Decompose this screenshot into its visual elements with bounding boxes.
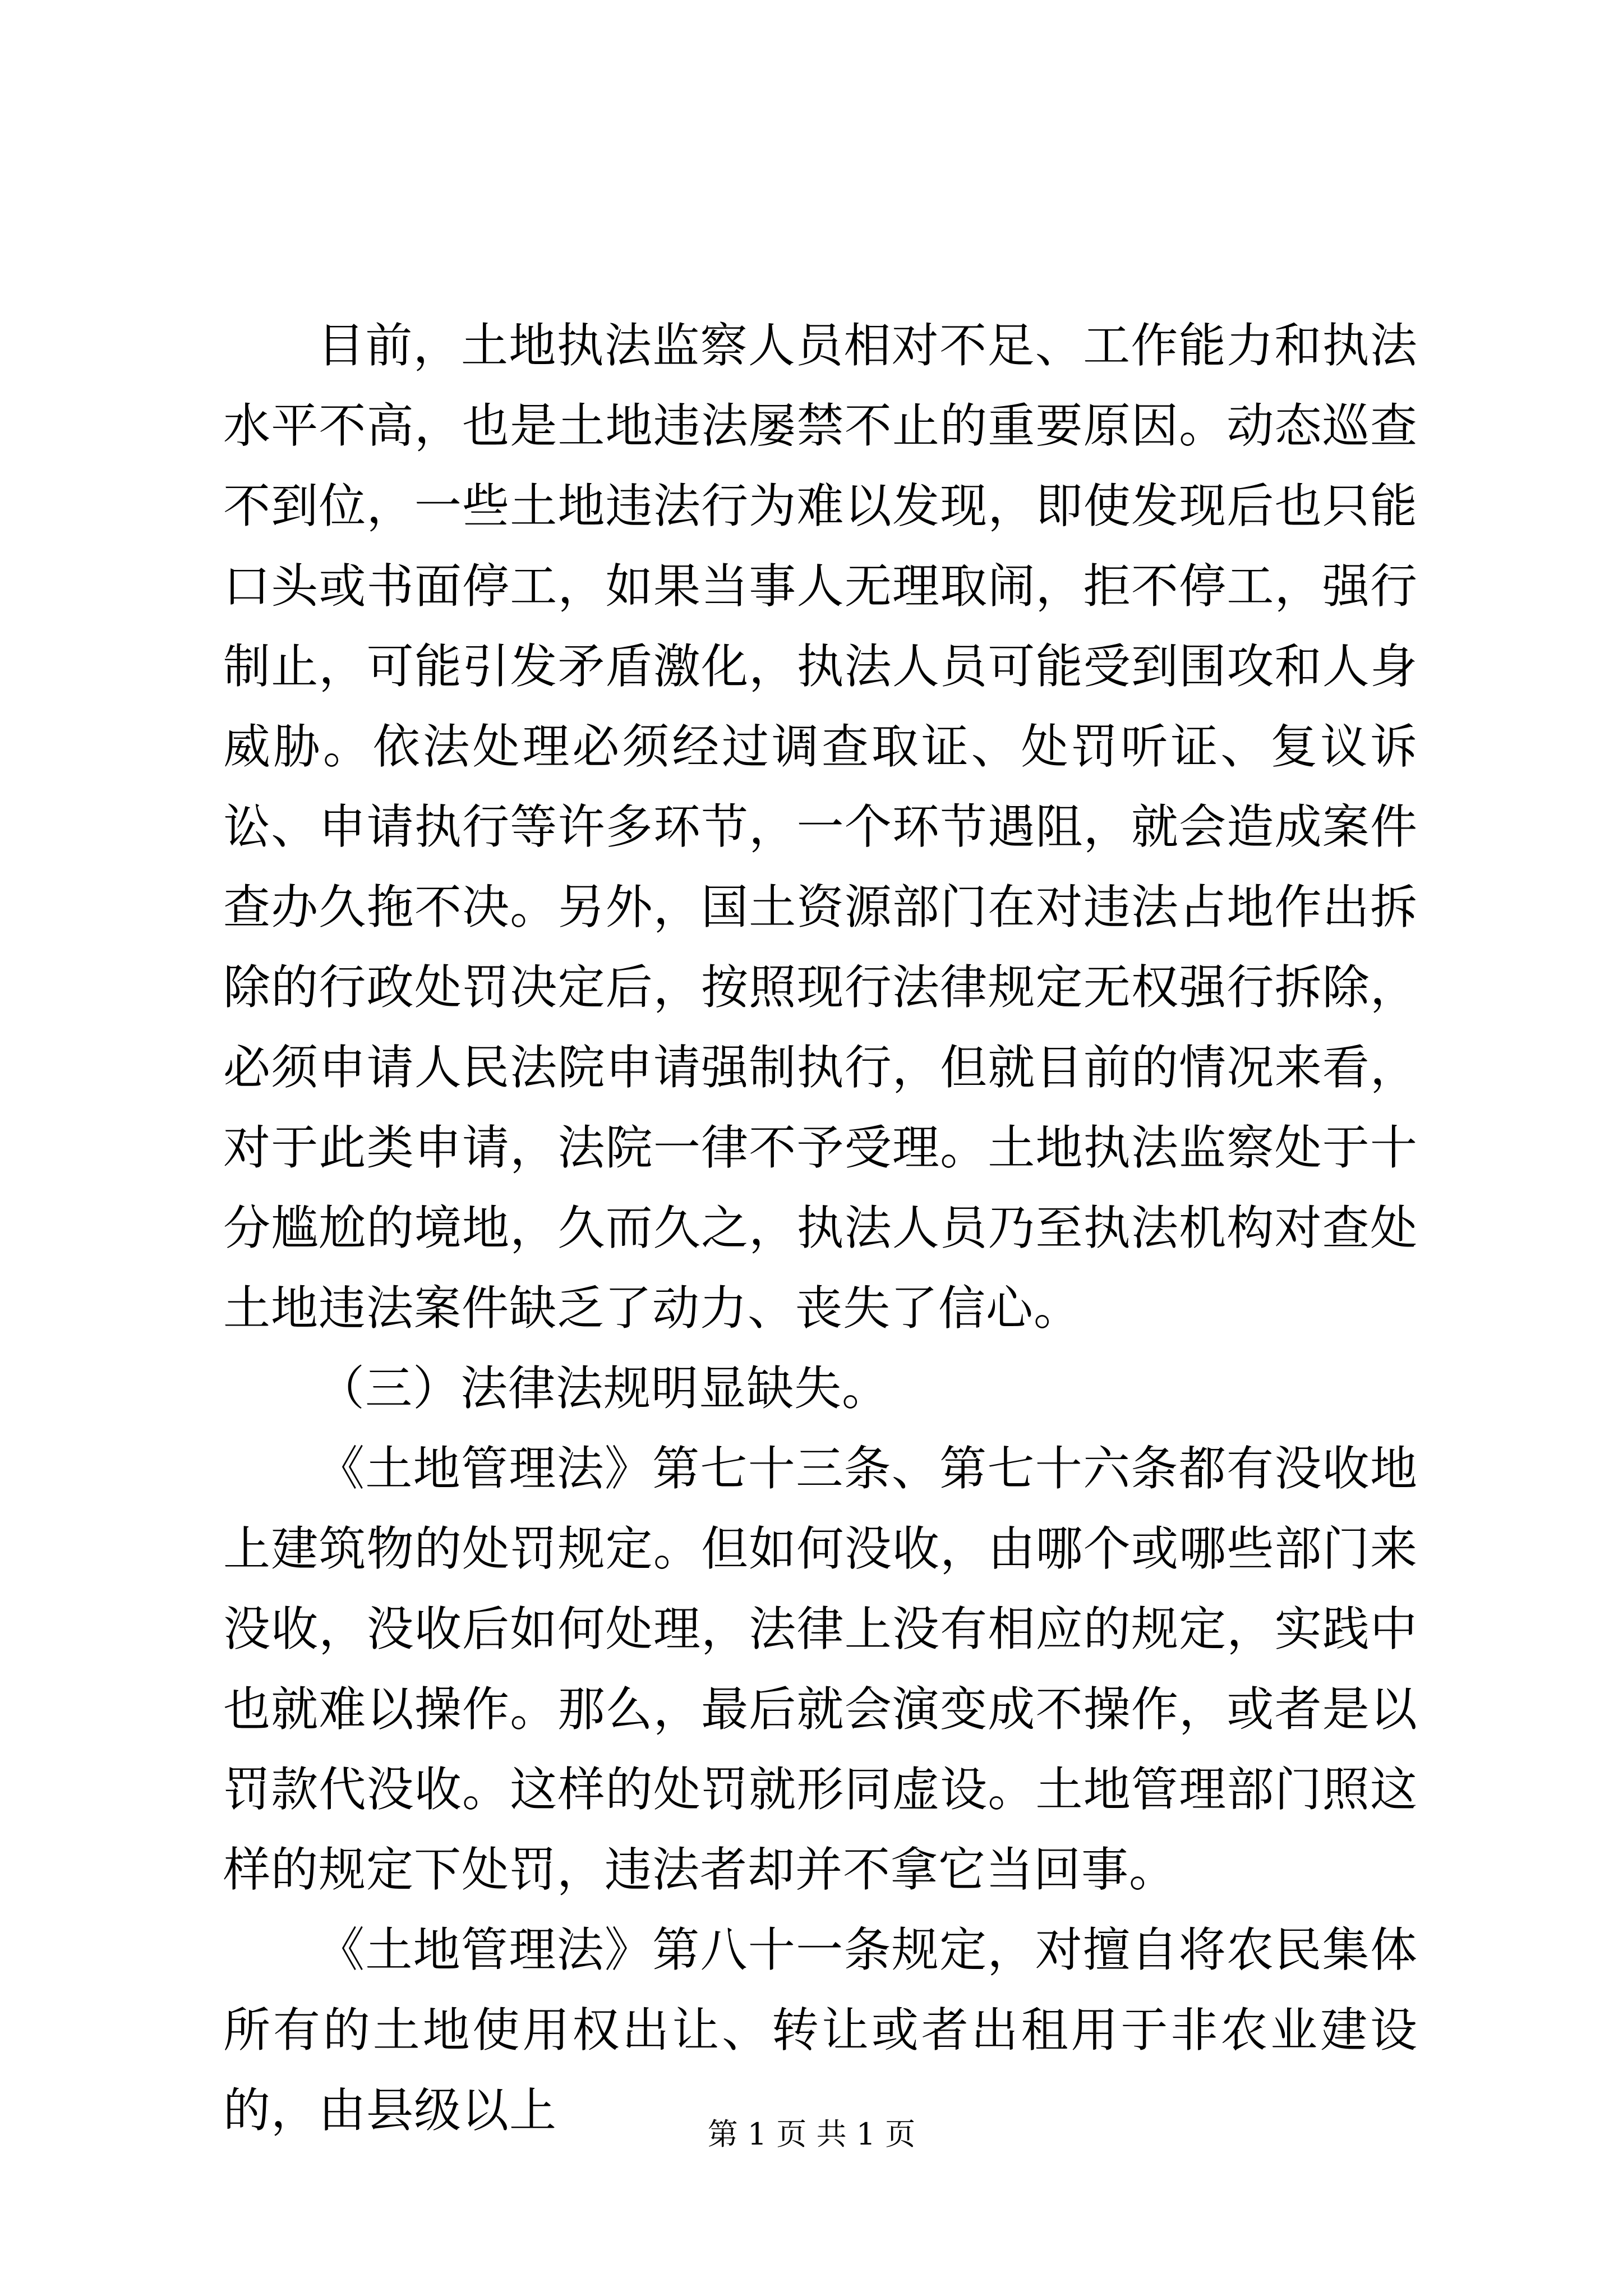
paragraph-confiscation-rules: 《土地管理法》第七十三条、第七十六条都有没收地上建筑物的处罚规定。但如何没收，由哪个或哪些部门来没收，没收后如何处理，法律上没有相应的规定，实践中也就难以操作。那么，最后就会演变成不操作，或者是以罚款代没收。这样的处罚就形同虚设。土地管理部门照这样的规定下处罚，违法者却并不拿它当回事。 (223, 1441, 1418, 1897)
paragraph-enforcement-capacity: 目前，土地执法监察人员相对不足、工作能力和执法水平不高，也是土地违法屡禁不止的重要原因。动态巡查不到位，一些土地违法行为难以发现，即使发现后也只能口头或书面停工，如果当事人无理取闹，拒不停工，强行制止，可能引发矛盾激化，执法人员可能受到围攻和人身威胁。依法处理必须经过调查取证、处罚听证、复议诉讼、申请执行等许多环节，一个环节遇阻，就会造成案件查办久拖不决。另外，国土资源部门在对违法占地作出拆除的行政处罚决定后，按照现行法律规定无权强行拆除，必须申请人民法院申请强制执行，但就目前的情况来看，对于此类申请，法院一律不予受理。土地执法监察处于十分尴尬的境地，久而久之，执法人员乃至执法机构对查处土地违法案件缺乏了动力、丧失了信心。 (223, 318, 1418, 1336)
paragraph-article-81: 《土地管理法》第八十一条规定，对擅自将农民集体所有的土地使用权出让、转让或者出租用于非农业建设的，由县级以上 (223, 1922, 1418, 2138)
section-heading-laws-missing: （三）法律法规明显缺失。 (317, 1361, 890, 1416)
document-body (223, 306, 1418, 2151)
page-number-footer: 第 1 页 共 1 页 (707, 2116, 916, 2152)
